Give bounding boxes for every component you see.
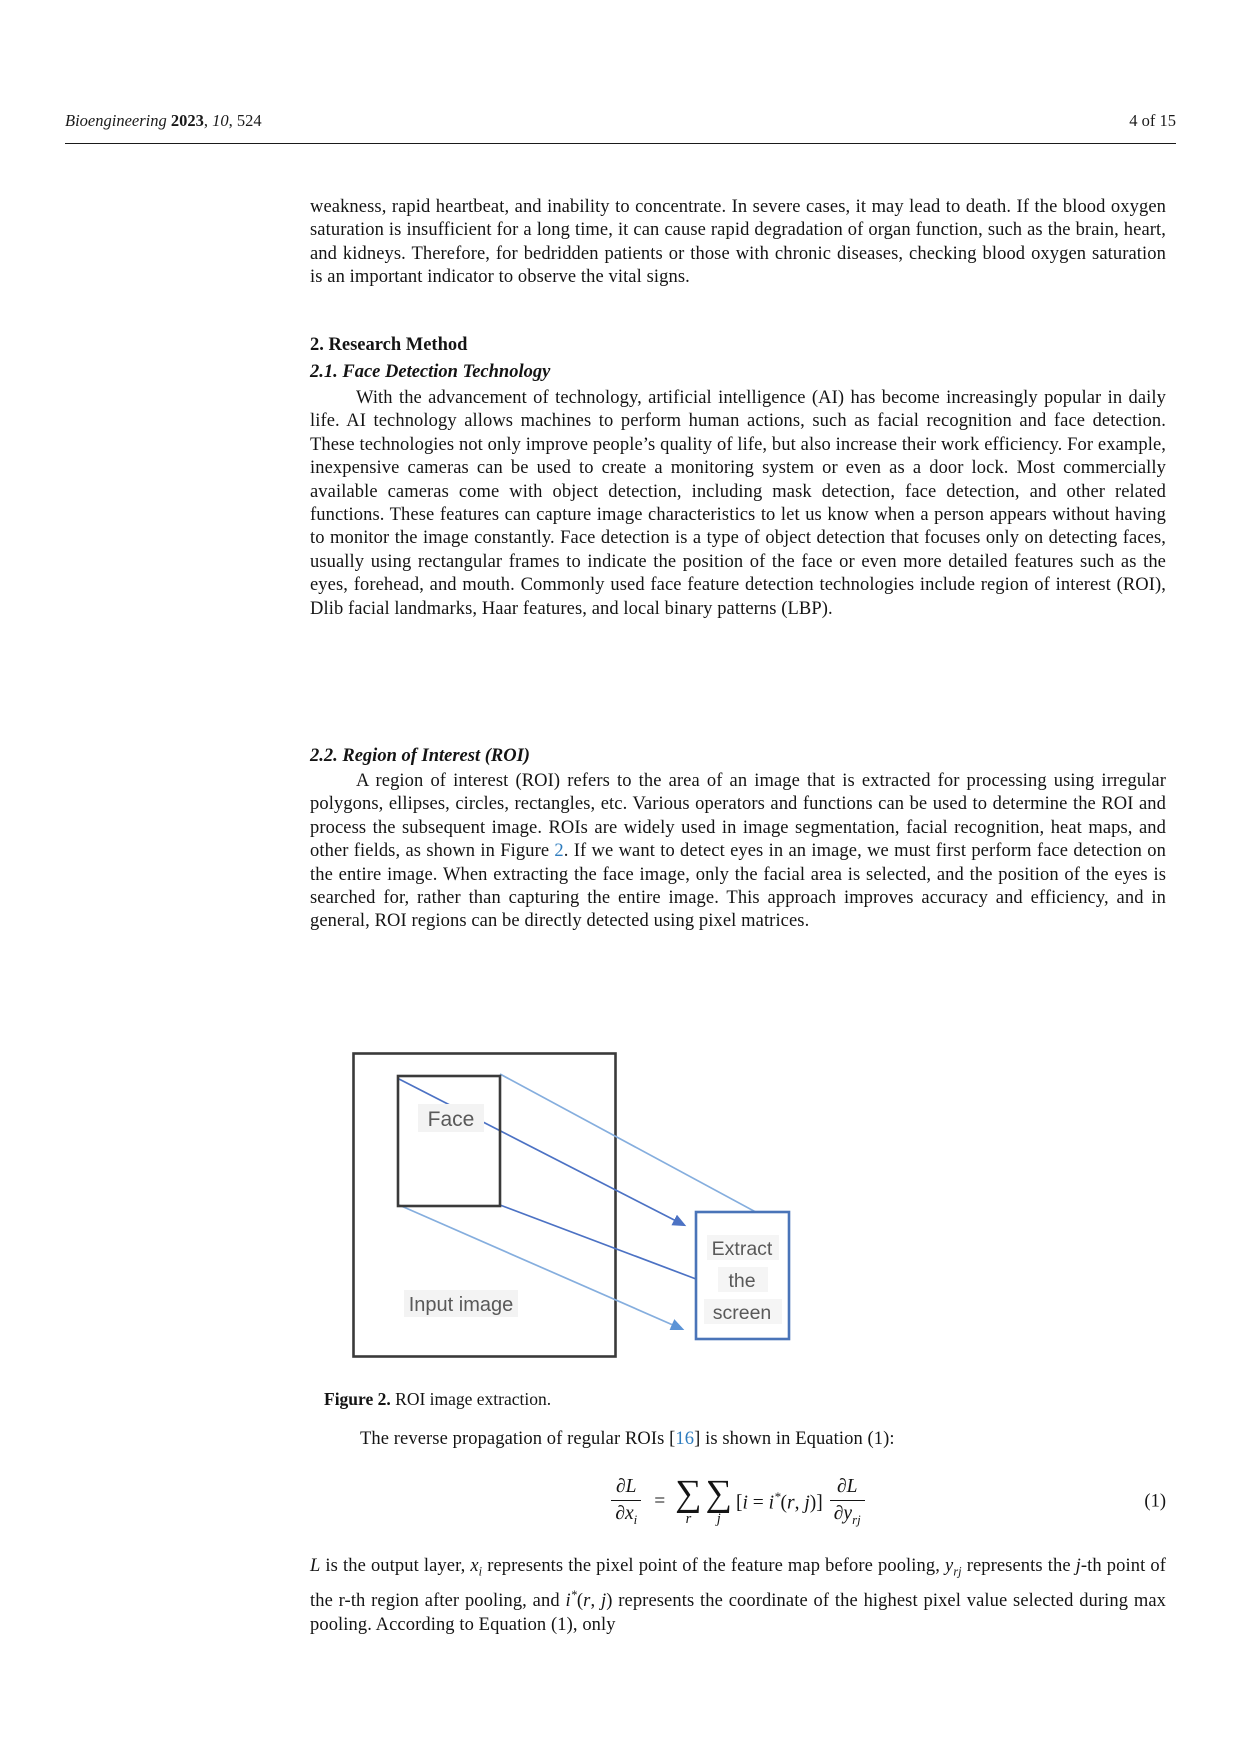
figure-2-link[interactable]: 2	[554, 841, 564, 862]
sum-over-r: ∑ r	[675, 1472, 702, 1527]
caption-label: Figure 2.	[324, 1389, 391, 1409]
subsection-heading-face-detection: 2.1. Face Detection Technology	[310, 362, 551, 382]
page-number: 4 of 15	[1129, 111, 1176, 130]
figure-2-caption	[324, 1388, 551, 1410]
sum-over-j: ∑ j	[705, 1472, 732, 1527]
paragraph-oxygen-intro: weakness, rapid heartbeat, and inability to concentrate. In severe cases, it may lead to death. If the blood oxygen saturation is insufficient for a long time, it can cause rapid degradation of organ function, such as the brain, heart, and kidneys. Therefore, for bedridden patients or those with chronic diseases, checking blood oxygen saturation is an important indicator to observe the vital signs.	[310, 197, 1166, 288]
equation-1	[310, 1464, 1166, 1540]
partial-L-over-partial-yrj: $\frac{\partial L}{\partial y_{rj}}$	[830, 1476, 865, 1528]
extract-label-line2: the	[728, 1270, 756, 1292]
page-header	[65, 110, 1176, 132]
equation-intro	[310, 1428, 1166, 1451]
iverson-bracket: [i = i*(r, j)]	[735, 1489, 823, 1514]
paragraph-face-detection: With the advancement of technology, artificial intelligence (AI) has become increasingly popular in daily life. AI technology allows machines to perform human actions, such as facial recognition and face detection. These technologies not only improve people’s quality of life, but also increase their work efficiency. For example, inexpensive cameras can be used to create a monitoring system or even as a door lock. Most commercially available cameras come with object detection, including mask detection, face detection, and other related functions. These features can capture image characteristics to let us know when a person appears without having to monitor the image constantly. Face detection is a type of object detection that focuses only on detecting faces, usually using rectangular frames to indicate the position of the face or even more detailed features such as the eyes, forehead, and mouth. Commonly used face feature detection technologies include region of interest (ROI), Dlib facial landmarks, Haar features, and local binary patterns (LBP).	[310, 388, 1166, 619]
subsection-heading-roi: 2.2. Region of Interest (ROI)	[310, 746, 530, 766]
paragraph-roi-text-after: . If we want to detect eyes in an image, we must first perform face detection on the entire image. When extracting the face image, only the facial area is selected, and the position of the eyes is searched for, rather than capturing the entire image. This approach improves accuracy and efficiency, and in general, ROI regions can be directly detected using pixel matrices.	[310, 841, 1166, 932]
face-rect	[398, 1076, 500, 1206]
input-image-label: Input image	[408, 1294, 514, 1316]
equation-number: (1)	[1144, 1491, 1166, 1512]
face-label: Face	[427, 1108, 475, 1131]
partial-L-over-partial-xi: $\frac{\partial L}{\partial x_i}$	[611, 1476, 641, 1528]
citation-16-link[interactable]: 16	[675, 1429, 695, 1449]
extract-label-line1: Extract	[711, 1238, 773, 1260]
extract-label-line3: screen	[712, 1302, 772, 1324]
figure-2-diagram	[352, 1052, 794, 1362]
journal-citation: Bioengineering 2023, 10, 524	[65, 111, 262, 130]
equation-intro-before: The reverse propagation of regular ROIs [	[360, 1429, 676, 1449]
paragraph-equation-explanation: L is the output layer, $x_i$ represents the pixel point of the feature map before pooling, $y_{rj}$ represents the j-th point of the r-th region after pooling, and i*(r, j) represents the coordinate of the highest pixel value selected during max pooling. According to Equation (1), only	[310, 1556, 1167, 1635]
equation-intro-after: ] is shown in Equation (1):	[694, 1429, 895, 1449]
header-rule	[65, 143, 1176, 144]
paragraph-roi-text-before: A region of interest (ROI) refers to the area of an image that is extracted for processing using irregular polygons, ellipses, circles, rectangles, etc. Various operators and functions can be used to determine the ROI and process the subsequent image. ROIs are widely used in image segmentation, facial recognition, heat maps, and other fields, as shown in Figure	[310, 771, 1166, 862]
caption-text: ROI image extraction.	[390, 1389, 552, 1409]
section-heading-research-method: 2. Research Method	[310, 335, 468, 355]
paragraph-roi	[310, 770, 1166, 934]
equals-sign: =	[654, 1491, 666, 1512]
